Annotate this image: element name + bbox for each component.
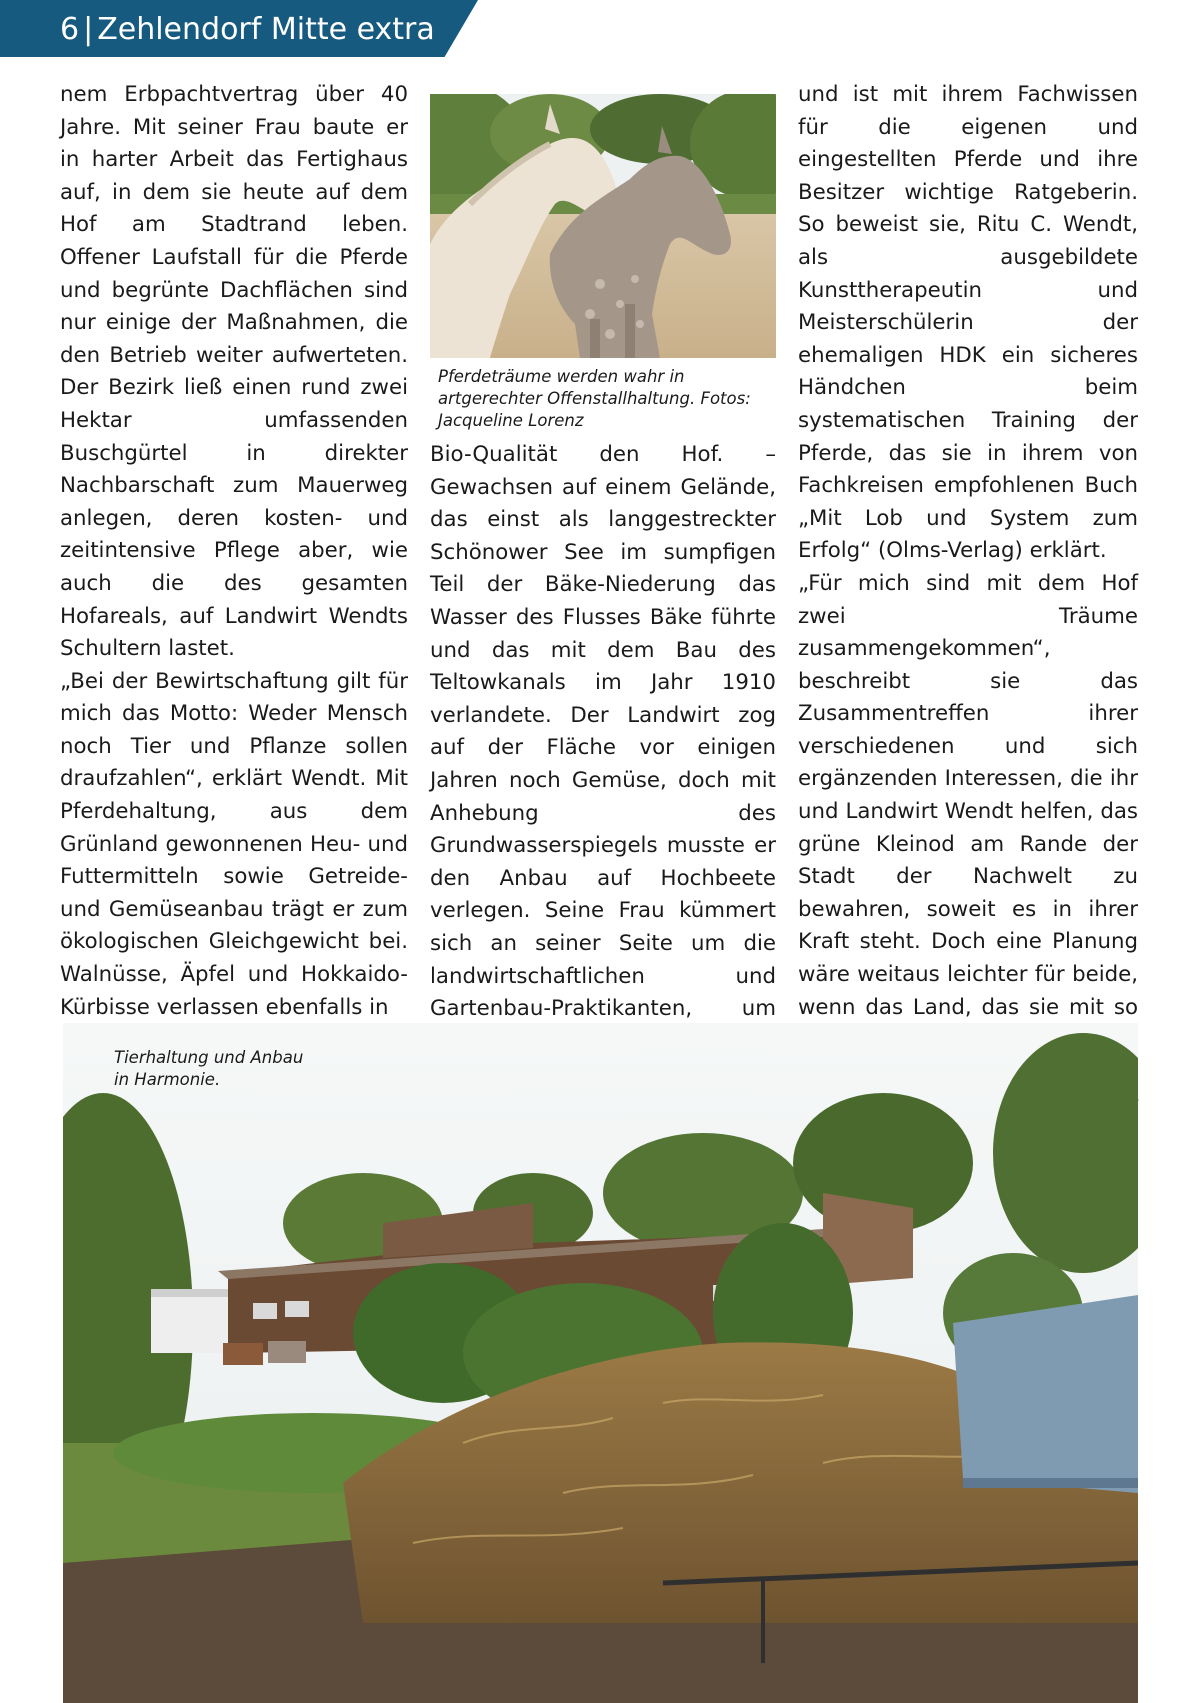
farm-photo <box>63 1023 1138 1703</box>
paragraph: Bio-Qualität den Hof. – Gewachsen auf einem Gelände, das einst als langgestreckter Schönower See im sumpfigen Teil der Bäke-Niederung das Wasser des Flusses Bäke führte und das mit dem Bau des Teltowkanals im Jahr 1910 verlandete. Der Landwirt zog auf der Fläche vor einigen Jahren noch Gemüse, doch mit Anhebung des Grundwasserspiegels musste er den Anbau auf Hochbeete verlegen. Seine Frau kümmert sich an seiner Seite um die landwirtschaftlichen und Gartenbau-Praktikanten, um <box>430 442 776 1022</box>
paragraph: „Bei der Bewirtschaftung gilt für mich das Motto: Weder Mensch noch Tier und Pflanze sollen draufzahlen“, erklärt Wendt. Mit Pferdehaltung, aus dem Grünland gewonnenen Heu- und Futtermitteln sowie Getreide- und Gemüseanbau trägt er zum ökologischen Gleichgewicht bei. Walnüsse, Äpfel und Hokkaido-Kürbisse verlassen ebenfalls in <box>60 668 408 1020</box>
farm-illustration <box>63 1023 1138 1703</box>
section-title: Zehlendorf Mitte extra <box>97 12 435 47</box>
farm-caption-line: Tierhaltung und Anbau <box>114 1048 304 1067</box>
horses-illustration <box>430 94 776 358</box>
article-column-middle <box>430 439 776 1058</box>
farm-photo-caption <box>114 1047 334 1091</box>
article-column-left <box>60 79 408 1024</box>
horses-photo <box>430 94 776 358</box>
page-number: 6 <box>60 12 80 47</box>
section-header <box>60 10 435 50</box>
farm-caption-line: in Harmonie. <box>114 1070 221 1089</box>
header-separator: | <box>83 12 94 47</box>
article-column-right <box>798 79 1138 1122</box>
paragraph-text: „Für mich sind mit dem Hof zwei Träume zusammengekommen“, beschreibt sie das Zusammentreffen ihrer verschiedenen und sich ergänzenden Interessen, die ihr und Landwirt Wendt helfen, das grüne Kleinod am Rande der Stadt der Nachwelt zu bewahren, soweit es in ihrer Kraft steht. Doch eine Planung wäre weitaus leichter für beide, wenn das Land, das sie mit so <box>798 570 1138 1020</box>
paragraph: und ist mit ihrem Fachwissen für die eigenen und eingestellten Pferde und ihre Besitzer wichtige Ratgeberin. So beweist sie, Ritu C. Wendt, als ausgebildete Kunsttherapeutin und Meisterschülerin der ehemaligen HDK ein sicheres Händchen beim systematischen Training der Pferde, das sie in ihrem von Fachkreisen empfohlenen Buch „Mit Lob und System zum Erfolg“ (Olms-Verlag) erklärt. <box>798 82 1138 564</box>
horses-photo-caption: Pferdeträume werden wahr in artgerechter Offenstallhaltung. Fotos: Jacqueline Lorenz <box>438 367 751 430</box>
paragraph <box>798 568 1138 1090</box>
paragraph: nem Erbpachtvertrag über 40 Jahre. Mit seiner Frau baute er in harter Arbeit das Fertighaus auf, in dem sie heute auf dem Hof am Stadtrand leben. Offener Laufstall für die Pferde und begrünte Dachflächen sind nur einige der Maßnahmen, die den Betrieb weiter aufwerteten. Der Bezirk ließ einen rund zwei Hektar umfassenden Buschgürtel in direkter Nachbarschaft zum Mauerweg anlegen, deren kosten- und zeitintensive Pflege aber, wie auch die des gesamten Hofareals, auf Landwirt Wendts Schultern lastet. <box>60 82 408 662</box>
